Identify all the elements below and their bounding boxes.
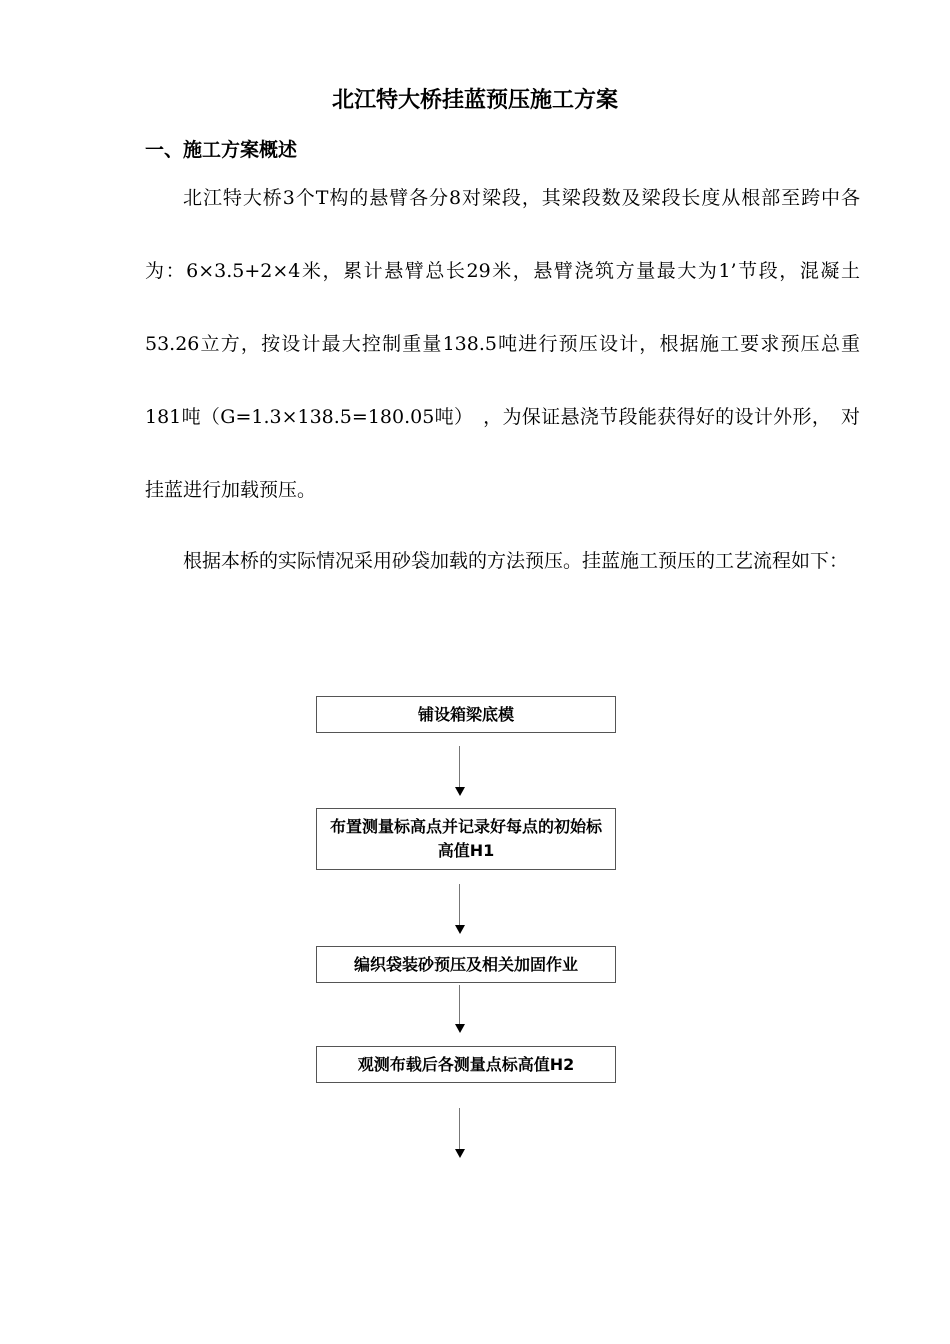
paragraph-overview: 北江特大桥3个T构的悬臂各分8对梁段，其梁段数及梁段长度从根部至跨中各为：6×3.5+2×4米，累计悬臂总长29米，悬臂浇筑方量最大为1’节段，混凝土53.26立方，按设计最大控制重量138.5吨进行预压设计，根据施工要求预压总重181吨（G=1.3×138.5=180.05吨） ，为保证悬浇节段能获得好的设计外形， 对挂蓝进行加载预压。 [145, 187, 860, 501]
flow-step-lay-bottom-form: 铺设箱梁底模 [316, 696, 616, 733]
flow-step-set-survey-points: 布置测量标高点并记录好每点的初始标高值H1 [316, 808, 616, 870]
flow-step-sandbag-preload: 编织袋装砂预压及相关加固作业 [316, 946, 616, 983]
flow-step-observe-elevation: 观测布载后各测量点标高值H2 [316, 1046, 616, 1083]
flow-arrow-down-icon [451, 1108, 469, 1158]
flow-arrow-down-icon [451, 985, 469, 1033]
paragraph-method: 根据本桥的实际情况采用砂袋加载的方法预压。挂蓝施工预压的工艺流程如下： [183, 550, 849, 572]
document-title: 北江特大桥挂蓝预压施工方案 [331, 88, 618, 113]
section-heading: 一、施工方案概述 [145, 139, 298, 161]
flow-arrow-down-icon [451, 884, 469, 934]
flow-arrow-down-icon [451, 746, 469, 796]
